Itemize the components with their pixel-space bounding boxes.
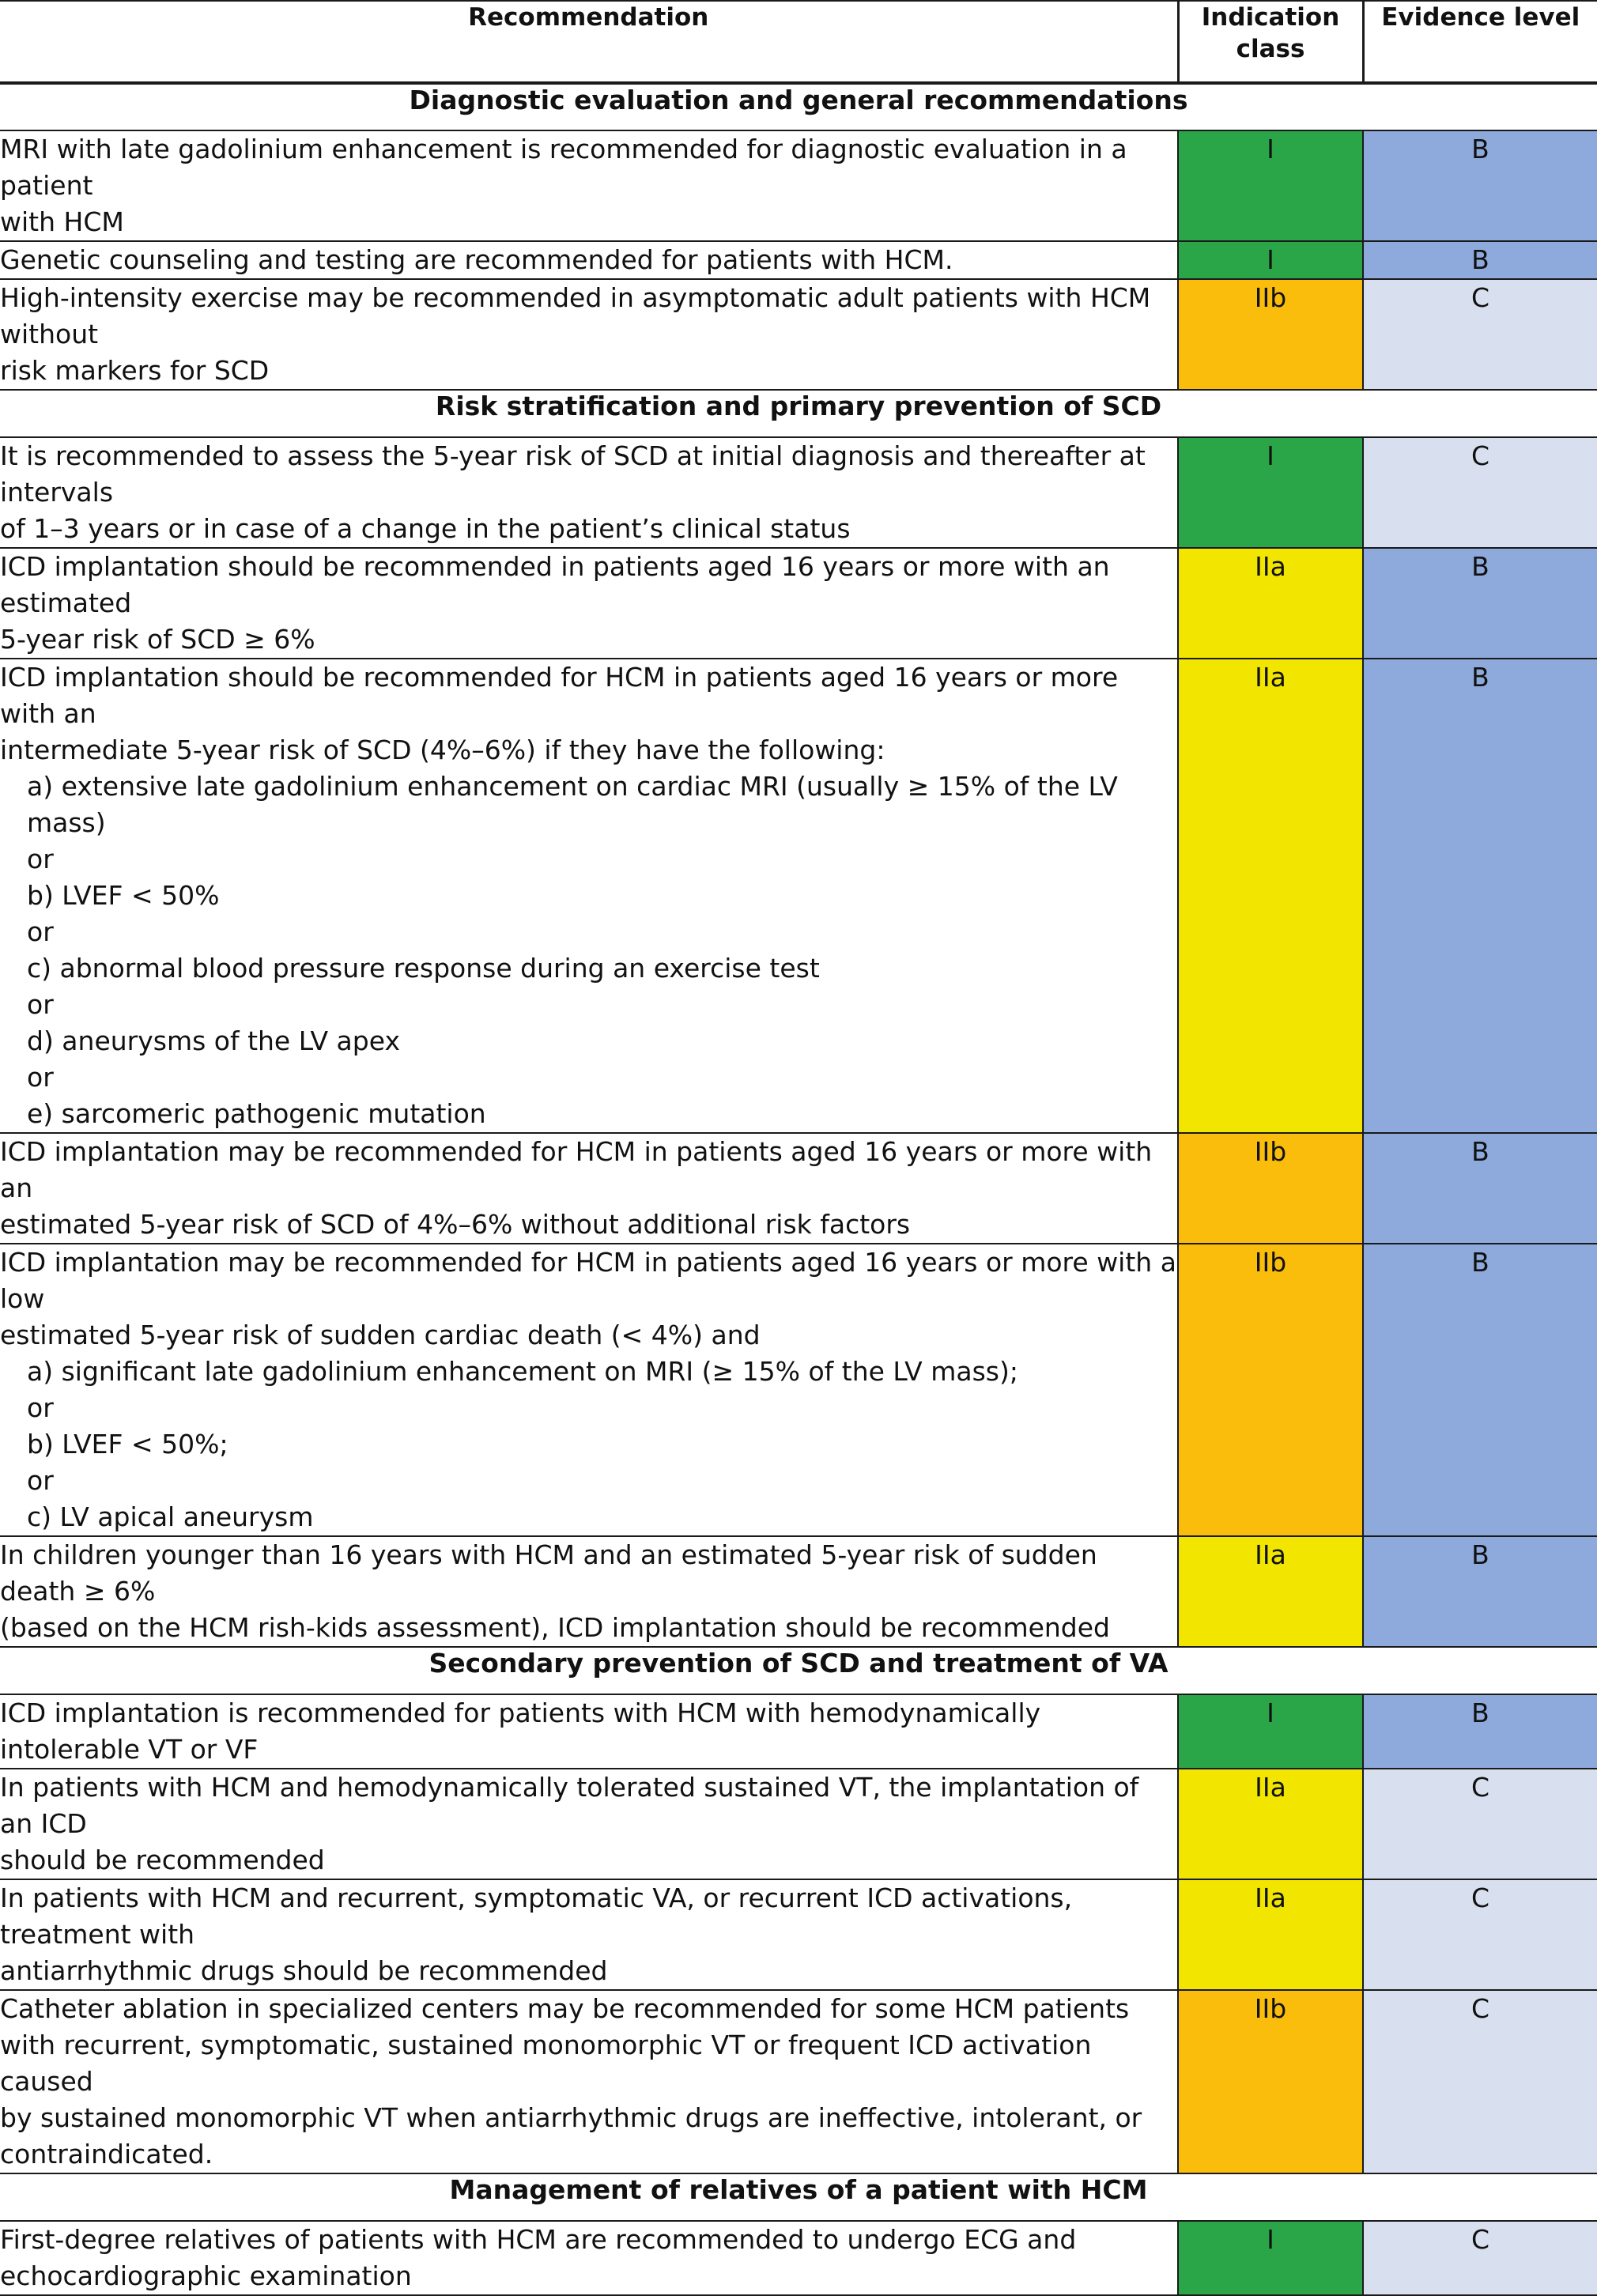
evidence-level-cell: C (1363, 1990, 1597, 2173)
table-header-row (0, 1, 1597, 83)
section-title: Risk stratification and primary prevention of SCD (0, 390, 1597, 437)
recommendation-cell (0, 1769, 1178, 1879)
indication-class-cell: IIb (1178, 1133, 1363, 1244)
section-title: Secondary prevention of SCD and treatment of VA (0, 1647, 1597, 1694)
recommendation-cell (0, 279, 1178, 390)
recommendation-sub-item: or (27, 916, 54, 947)
header-evidence-level: Evidence level (1363, 1, 1597, 83)
section-row (0, 1647, 1597, 1694)
indication-class-cell: I (1178, 1694, 1363, 1769)
recommendation-text-line: MRI with late gadolinium enhancement is recommended for diagnostic evaluation in a patient (0, 134, 1127, 201)
recommendation-text-line: contraindicated. (0, 2139, 213, 2169)
recommendation-text-line: with recurrent, symptomatic, sustained monomorphic VT or frequent ICD activation caused (0, 2030, 1092, 2097)
table-body (0, 83, 1597, 2295)
table-row (0, 1769, 1597, 1879)
recommendation-text-line: risk markers for SCD (0, 355, 270, 386)
evidence-level-cell: C (1363, 2221, 1597, 2295)
recommendation-cell (0, 1990, 1178, 2173)
recommendation-text-line: Catheter ablation in specialized centers may be recommended for some HCM patients (0, 1993, 1130, 2024)
recommendation-text-line: In patients with HCM and recurrent, symptomatic VA, or recurrent ICD activations, treatment with (0, 1882, 1073, 1950)
indication-class-cell: I (1178, 2221, 1363, 2295)
evidence-level-cell: B (1363, 1536, 1597, 1647)
table-row (0, 1879, 1597, 1990)
evidence-level-cell: C (1363, 279, 1597, 390)
indication-class-cell: I (1178, 437, 1363, 548)
evidence-level-cell: C (1363, 437, 1597, 548)
table-row (0, 1244, 1597, 1536)
evidence-level-cell: B (1363, 130, 1597, 241)
recommendation-text-line: estimated 5-year risk of sudden cardiac death (< 4%) and (0, 1320, 761, 1350)
recommendation-text-line: by sustained monomorphic VT when antiarrhythmic drugs are ineffective, intolerant, or (0, 2102, 1142, 2133)
recommendation-text-line: ICD implantation may be recommended for HCM in patients aged 16 years or more with an (0, 1136, 1153, 1203)
table-row (0, 1536, 1597, 1647)
recommendation-sub-item: a) significant late gadolinium enhancement on MRI (≥ 15% of the LV mass); (27, 1356, 1018, 1387)
recommendation-sub-item: or (27, 844, 54, 874)
recommendation-text-line: In patients with HCM and hemodynamically tolerated sustained VT, the implantation of an ICD (0, 1772, 1139, 1839)
table-row (0, 241, 1597, 279)
recommendation-sub-item: d) aneurysms of the LV apex (27, 1025, 400, 1056)
recommendation-text-line: In children younger than 16 years with HCM and an estimated 5-year risk of sudden death ≥ 6% (0, 1539, 1097, 1607)
recommendation-cell (0, 1133, 1178, 1244)
recommendation-cell (0, 1536, 1178, 1647)
indication-class-cell: IIb (1178, 1990, 1363, 2173)
recommendation-cell (0, 2221, 1178, 2295)
recommendation-text-line: ICD implantation may be recommended for HCM in patients aged 16 years or more with a low (0, 1247, 1176, 1314)
recommendation-cell (0, 437, 1178, 548)
recommendation-text-line: Genetic counseling and testing are recommended for patients with HCM. (0, 244, 953, 275)
recommendation-text-line: echocardiographic examination (0, 2260, 412, 2291)
recommendation-text-line: It is recommended to assess the 5-year risk of SCD at initial diagnosis and thereafter at intervals (0, 440, 1146, 508)
recommendation-text-line: ICD implantation is recommended for patients with HCM with hemodynamically intolerable VT or VF (0, 1697, 1041, 1765)
table-row (0, 1990, 1597, 2173)
recommendation-sub-item: c) abnormal blood pressure response during an exercise test (27, 953, 820, 984)
header-indication-class-line2: class (1236, 35, 1305, 63)
recommendation-cell (0, 548, 1178, 659)
table-row (0, 1694, 1597, 1769)
indication-class-cell: IIa (1178, 1536, 1363, 1647)
evidence-level-cell: B (1363, 1133, 1597, 1244)
indication-class-cell: I (1178, 130, 1363, 241)
evidence-level-cell: B (1363, 548, 1597, 659)
recommendation-sub-item: c) LV apical aneurysm (27, 1501, 314, 1532)
evidence-level-cell: C (1363, 1769, 1597, 1879)
recommendation-cell (0, 1879, 1178, 1990)
recommendation-sub-item: e) sarcomeric pathogenic mutation (27, 1098, 486, 1129)
table-row (0, 1133, 1597, 1244)
section-row (0, 390, 1597, 437)
recommendation-sub-item: b) LVEF < 50%; (27, 1429, 228, 1460)
recommendation-sub-item: or (27, 1465, 54, 1496)
indication-class-cell: I (1178, 241, 1363, 279)
recommendation-text-line: 5-year risk of SCD ≥ 6% (0, 624, 315, 655)
recommendation-cell (0, 1694, 1178, 1769)
evidence-level-cell: B (1363, 659, 1597, 1133)
section-row (0, 83, 1597, 130)
header-recommendation: Recommendation (0, 1, 1178, 83)
recommendation-text-line: ICD implantation should be recommended in patients aged 16 years or more with an estimated (0, 551, 1110, 618)
table-row (0, 548, 1597, 659)
table-row (0, 279, 1597, 390)
recommendation-text-line: antiarrhythmic drugs should be recommended (0, 1955, 608, 1986)
indication-class-cell: IIb (1178, 1244, 1363, 1536)
indication-class-cell: IIb (1178, 279, 1363, 390)
recommendation-text-line: intermediate 5-year risk of SCD (4%–6%) if they have the following: (0, 734, 885, 765)
indication-class-cell: IIa (1178, 659, 1363, 1133)
evidence-level-cell: B (1363, 241, 1597, 279)
table-row (0, 130, 1597, 241)
section-title: Diagnostic evaluation and general recommendations (0, 83, 1597, 130)
recommendation-sub-item: b) LVEF < 50% (27, 880, 220, 911)
recommendation-text-line: estimated 5-year risk of SCD of 4%–6% without additional risk factors (0, 1209, 911, 1240)
recommendation-text-line: should be recommended (0, 1845, 325, 1875)
recommendation-cell (0, 241, 1178, 279)
recommendation-text-line: of 1–3 years or in case of a change in the patient’s clinical status (0, 513, 851, 544)
recommendation-sub-item: or (27, 1392, 54, 1423)
indication-class-cell: IIa (1178, 1769, 1363, 1879)
table-row (0, 2221, 1597, 2295)
recommendation-text-line: (based on the HCM rish-kids assessment), ICD implantation should be recommended (0, 1612, 1110, 1643)
recommendation-cell (0, 659, 1178, 1133)
recommendation-text-line: ICD implantation should be recommended for HCM in patients aged 16 years or more with an (0, 662, 1119, 729)
section-row (0, 2173, 1597, 2221)
indication-class-cell: IIa (1178, 1879, 1363, 1990)
header-indication-class (1178, 1, 1363, 83)
recommendation-sub-item: a) extensive late gadolinium enhancement on cardiac MRI (usually ≥ 15% of the LV mass) (27, 771, 1118, 838)
table-row (0, 437, 1597, 548)
header-indication-class-line1: Indication (1201, 3, 1340, 32)
evidence-level-cell: B (1363, 1244, 1597, 1536)
recommendation-text-line: First-degree relatives of patients with HCM are recommended to undergo ECG and (0, 2224, 1077, 2255)
recommendation-sub-item: or (27, 989, 54, 1020)
indication-class-cell: IIa (1178, 548, 1363, 659)
table-row (0, 659, 1597, 1133)
recommendation-text-line: High-intensity exercise may be recommended in asymptomatic adult patients with HCM without (0, 282, 1151, 349)
recommendation-cell (0, 1244, 1178, 1536)
recommendation-cell (0, 130, 1178, 241)
section-title: Management of relatives of a patient with HCM (0, 2173, 1597, 2221)
recommendation-text-line: with HCM (0, 206, 124, 237)
recommendation-sub-item: or (27, 1062, 54, 1093)
evidence-level-cell: B (1363, 1694, 1597, 1769)
evidence-level-cell: C (1363, 1879, 1597, 1990)
